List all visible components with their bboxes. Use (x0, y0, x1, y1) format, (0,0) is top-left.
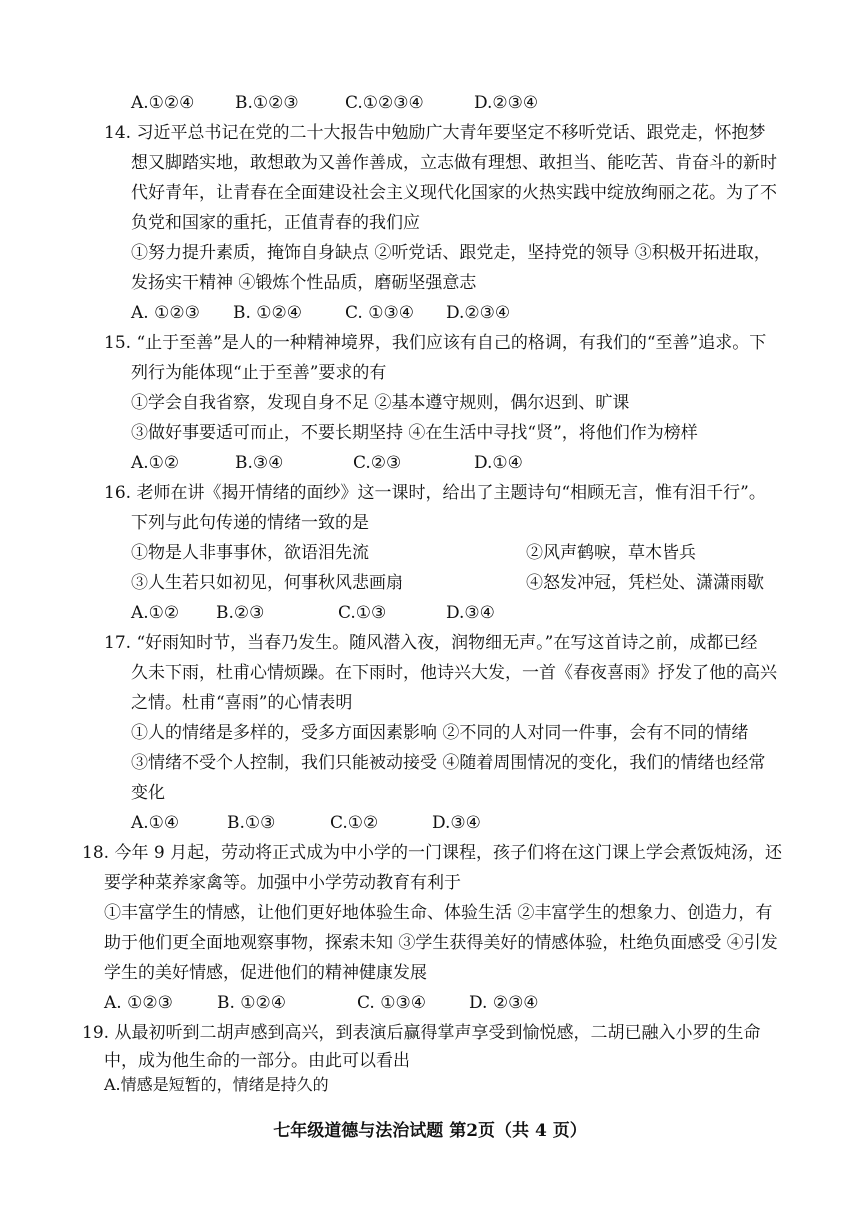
option-c: C.②③ (353, 453, 402, 473)
q17-line: 17. “好雨知时节，当春乃发生。随风潜入夜，润物细无声。”在写这首诗之前，成都已经 (104, 633, 758, 653)
option-b: B. ①②④ (233, 303, 303, 323)
page-footer: 七年级道德与法治试题 第2页（共 4 页） (273, 1121, 587, 1141)
q16-item: ①物是人非事事休，欲语泪先流 (131, 543, 369, 563)
option-d: D. ②③④ (469, 993, 539, 1013)
option-b: B. ①②④ (217, 993, 287, 1013)
q14-line: 代好青年，让青春在全面建设社会主义现代化国家的火热实践中绽放绚丽之花。为了不 (131, 183, 777, 203)
option-d: D.③④ (446, 603, 495, 623)
option-a: A.①②④ (131, 93, 195, 113)
q17-line: 久未下雨，杜甫心情烦躁。在下雨时，他诗兴大发，一首《春夜喜雨》抒发了他的高兴 (131, 663, 777, 683)
q16-line: 16. 老师在讲《揭开情绪的面纱》这一课时，给出了主题诗句“相顾无言，惟有泪千行”。 (104, 483, 766, 503)
option-c: C.①③ (338, 603, 387, 623)
q16-item: ②风声鹤唳，草木皆兵 (526, 543, 696, 563)
q16-item: ④怒发冲冠，凭栏处、潇潇雨歇 (526, 573, 764, 593)
q14-line: 14. 习近平总书记在党的二十大报告中勉励广大青年要坚定不移听党话、跟党走，怀抱梦 (104, 123, 766, 143)
q15-line: ③做好事要适可而止，不要长期坚持 ④在生活中寻找“贤”，将他们作为榜样 (131, 423, 698, 443)
option-c: C. ①③④ (357, 993, 426, 1013)
option-a: A. ①②③ (104, 993, 173, 1013)
option-a: A.①② (131, 453, 180, 473)
q14-line: ①努力提升素质，掩饰自身缺点 ②听党话、跟党走，坚持党的领导 ③积极开拓进取， (131, 243, 771, 263)
q19-line: 中，成为他生命的一部分。由此可以看出 (104, 1051, 410, 1071)
option-d: D.③④ (432, 813, 481, 833)
option-c: C. ①③④ (345, 303, 414, 323)
q14-line: 负党和国家的重托，正值青春的我们应 (131, 213, 420, 233)
option-c: C.①② (330, 813, 379, 833)
option-c: C.①②③④ (345, 93, 424, 113)
q17-line: 变化 (131, 783, 165, 803)
q19-option-a: A.情感是短暂的，情绪是持久的 (104, 1075, 329, 1094)
q15-line: 列行为能体现“止于至善”要求的有 (131, 363, 387, 383)
q19-line: 19. 从最初听到二胡声感到高兴，到表演后赢得掌声享受到愉悦感，二胡已融入小罗的生命 (82, 1023, 761, 1043)
option-a: A.①④ (131, 813, 180, 833)
q14-line: 想又脚踏实地，敢想敢为又善作善成，立志做有理想、敢担当、能吃苦、肯奋斗的新时 (131, 153, 777, 173)
q14-line: 发扬实干精神 ④锻炼个性品质，磨砺坚强意志 (131, 273, 477, 293)
q17-line: ③情绪不受个人控制，我们只能被动接受 ④随着周围情况的变化，我们的情绪也经常 (131, 753, 766, 773)
option-b: B.①③ (227, 813, 276, 833)
q18-line: ①丰富学生的情感，让他们更好地体验生命、体验生活 ②丰富学生的想象力、创造力，有 (104, 903, 773, 923)
q16-line: 下列与此句传递的情绪一致的是 (131, 513, 369, 533)
q16-item: ③人生若只如初见，何事秋风悲画扇 (131, 573, 403, 593)
option-a: A. ①②③ (131, 303, 200, 323)
q18-line: 助于他们更全面地观察事物，探索未知 ③学生获得美好的情感体验，杜绝负面感受 ④引发 (104, 933, 778, 953)
option-b: B.②③ (216, 603, 265, 623)
option-a: A.①② (131, 603, 180, 623)
q15-line: ①学会自我省察，发现自身不足 ②基本遵守规则，偶尔迟到、旷课 (131, 393, 630, 413)
q17-line: ①人的情绪是多样的，受多方面因素影响 ②不同的人对同一件事，会有不同的情绪 (131, 723, 749, 743)
option-d: D.②③④ (446, 303, 511, 323)
q15-line: 15. “止于至善”是人的一种精神境界，我们应该有自己的格调，有我们的“至善”追求。下 (104, 333, 767, 353)
q17-line: 之情。杜甫“喜雨”的心情表明 (131, 693, 353, 713)
q18-line: 18. 今年 9 月起，劳动将正式成为中小学的一门课程，孩子们将在这门课上学会煮饭炖汤，还 (82, 843, 783, 863)
q18-line: 学生的美好情感，促进他们的精神健康发展 (104, 963, 427, 983)
option-d: D.②③④ (474, 93, 539, 113)
option-b: B.③④ (235, 453, 284, 473)
q18-line: 要学种菜养家禽等。加强中小学劳动教育有利于 (104, 873, 461, 893)
option-b: B.①②③ (235, 93, 299, 113)
option-d: D.①④ (474, 453, 523, 473)
